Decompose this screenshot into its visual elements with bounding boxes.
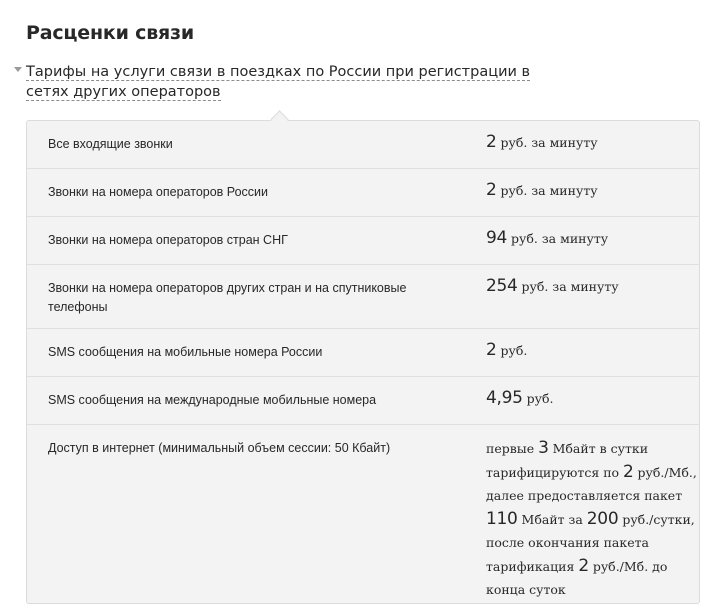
price-text: руб./Мб. до конца суток: [486, 558, 668, 597]
price-unit: руб.: [526, 391, 554, 406]
chevron-down-icon[interactable]: [14, 67, 22, 72]
price-text: Мбайт в сутки тарифицируются по: [486, 441, 649, 480]
rate-service: Доступ в интернет (минимальный объем сессии: 50 Кбайт): [48, 441, 391, 455]
rate-row-internet: [27, 425, 699, 603]
price-unit: руб.: [500, 343, 528, 358]
price-value: 110: [486, 508, 518, 529]
price-unit: руб. за минуту: [500, 135, 598, 150]
rate-row-sms-russia: [27, 329, 699, 377]
price-value: 2: [486, 340, 497, 360]
rate-service: Звонки на номера операторов России: [48, 185, 268, 199]
rate-price: [486, 229, 701, 248]
price-unit: руб. за минуту: [521, 279, 619, 294]
accordion-title-link[interactable]: Тарифы на услуги связи в поездках по России при регистрации в сетях других операторов: [26, 64, 531, 100]
rate-service: SMS сообщения на международные мобильные номера: [48, 393, 377, 407]
price-value: 200: [586, 508, 619, 529]
rate-price: [486, 133, 701, 152]
rate-row-cis-calls: [27, 217, 699, 265]
page-title: Расценки связи: [26, 22, 194, 44]
price-value: 94: [486, 228, 508, 248]
rates-panel: [26, 120, 700, 604]
rate-row-international-calls: [27, 265, 699, 329]
accordion-title[interactable]: [26, 62, 566, 102]
price-unit: руб. за минуту: [511, 231, 609, 246]
rate-row-incoming-calls: [27, 121, 699, 169]
price-value: 2: [486, 180, 497, 200]
price-text: Мбайт за: [517, 511, 587, 527]
price-value: 2: [623, 461, 634, 482]
rate-row-sms-international: [27, 377, 699, 425]
rate-row-russia-calls: [27, 169, 699, 217]
rate-price: [486, 341, 701, 360]
rate-price: [486, 437, 698, 602]
rate-service: SMS сообщения на мобильные номера России: [48, 345, 323, 359]
price-text: первые: [486, 441, 539, 456]
price-value: 2: [486, 132, 497, 152]
price-value: 3: [538, 438, 549, 458]
price-value: 2: [578, 555, 589, 576]
rate-price: [486, 181, 701, 200]
rate-service: Все входящие звонки: [48, 137, 173, 151]
rate-service: Звонки на номера операторов стран СНГ: [48, 233, 288, 247]
price-value: 254: [486, 276, 518, 296]
rate-service: Звонки на номера операторов других стран и на спутниковые телефоны: [48, 281, 407, 314]
price-text: руб./Мб., далее предоставляется пакет: [486, 464, 697, 503]
price-text: руб./сутки, после окончания пакета тарификация: [486, 511, 695, 574]
rate-price: [486, 389, 701, 408]
price-unit: руб. за минуту: [500, 183, 598, 198]
rate-price: [486, 277, 701, 296]
price-value: 4,95: [486, 388, 523, 408]
